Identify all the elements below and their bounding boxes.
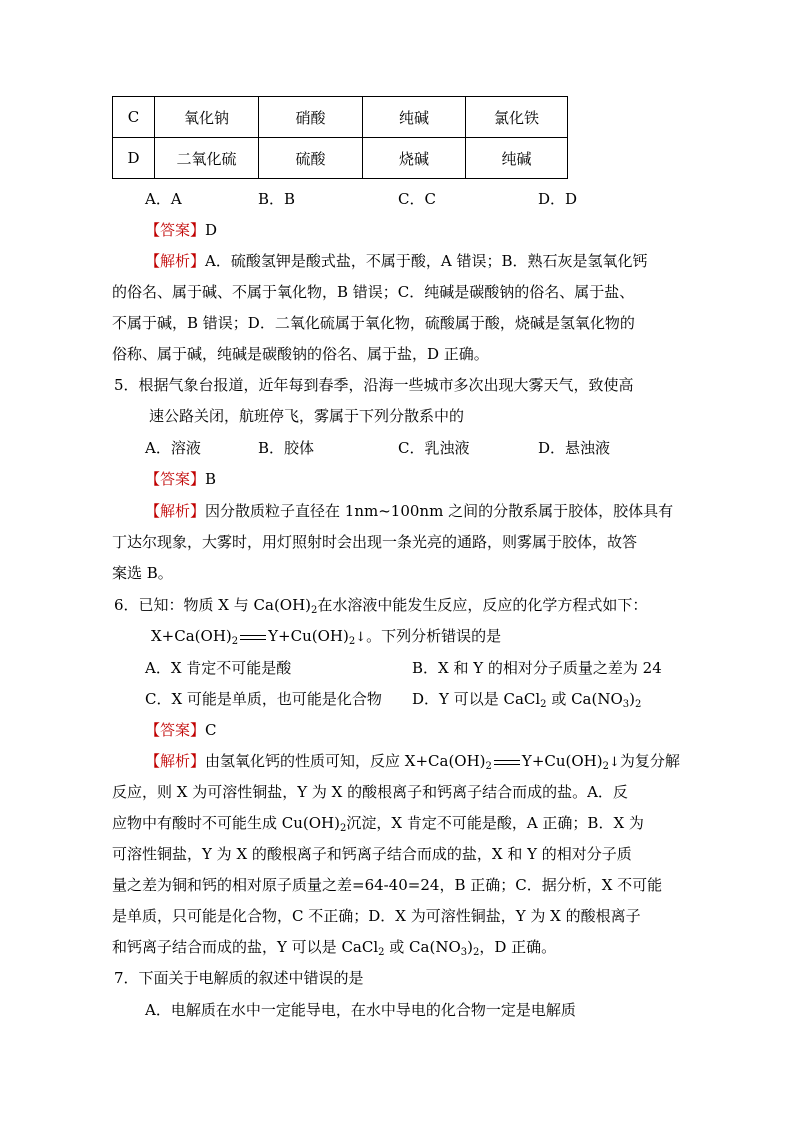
analysis-line: 不属于碱，B 错误；D．二氧化硫属于氧化物，硫酸属于酸，烧碱是氢氧化物的: [112, 314, 635, 332]
analysis-text: A．硫酸氢钾是酸式盐，不属于酸，A 错误；B．熟石灰是氢氧化钙: [205, 252, 648, 270]
analysis-tag: 【解析】: [145, 252, 206, 270]
subscript: 2: [485, 761, 492, 772]
analysis-tag: 【解析】: [145, 752, 206, 770]
table-cell: 氧化钠: [155, 97, 259, 138]
subscript: 3: [622, 699, 630, 710]
option-d: D．D: [538, 190, 578, 208]
subscript: 2: [635, 699, 642, 710]
analysis-line: 丁达尔现象，大雾时，用灯照射时会出现一条光亮的通路，则雾属于胶体，故答: [112, 533, 638, 551]
subscript: 2: [540, 699, 547, 710]
subscript: 3: [460, 947, 468, 958]
answer-value: C: [205, 721, 217, 739]
question-stem: 速公路关闭，航班停飞，雾属于下列分散系中的: [149, 407, 465, 425]
analysis-line: 量之差为铜和钙的相对原子质量之差=64-40=24，B 正确；C．据分析，X 不可能: [112, 876, 663, 894]
subscript: 2: [348, 636, 356, 647]
analysis-line: [145, 250, 647, 271]
answer-tag: 【答案】: [145, 470, 206, 488]
equals-sign: [240, 635, 266, 640]
answer-tag: 【答案】: [145, 221, 206, 239]
analysis-text: 由氢氧化钙的性质可知，反应 X+Ca(OH): [205, 752, 486, 770]
table-cell: 纯碱: [363, 97, 466, 138]
analysis-text: Y+Cu(OH): [521, 752, 603, 770]
analysis-line: [145, 500, 673, 521]
equals-sign: [494, 760, 520, 765]
eq-text: Y+Cu(OH): [268, 627, 349, 645]
option-c: C．C: [398, 190, 436, 208]
analysis-line: 可溶性铜盐，Y 为 X 的酸根离子和钙离子结合而成的盐，X 和 Y 的相对分子质: [112, 845, 632, 863]
subscript: 2: [472, 947, 480, 958]
options-table: [112, 96, 568, 179]
option-c: C．乳浊液: [398, 439, 470, 457]
option-text: ): [629, 690, 636, 708]
subscript: 2: [378, 947, 385, 958]
analysis-line: [145, 750, 680, 772]
question-stem: 7．下面关于电解质的叙述中错误的是: [114, 969, 364, 987]
table-cell: 硝酸: [259, 97, 363, 138]
option-b: B．X 和 Y 的相对分子质量之差为 24: [412, 659, 662, 677]
stem-text: 6．已知：物质 X 与 Ca(OH): [114, 596, 312, 614]
eq-text: X+Ca(OH): [151, 627, 232, 645]
analysis-text: 和钙离子结合而成的盐，Y 可以是 CaCl: [112, 938, 379, 956]
option-d: D．悬浊液: [538, 439, 611, 457]
analysis-line: [112, 936, 556, 958]
option-a: A．电解质在水中一定能导电，在水中导电的化合物一定是电解质: [145, 1001, 576, 1019]
question-stem: [114, 594, 647, 616]
subscript: 2: [340, 823, 347, 834]
analysis-text: 沉淀，X 肯定不可能是酸，A 正确；B．X 为: [346, 814, 644, 832]
option-a: A．溶液: [145, 439, 201, 457]
option-a: A．X 肯定不可能是酸: [145, 659, 292, 677]
q5-answer: [145, 468, 216, 489]
chemical-equation: [151, 625, 501, 647]
subscript: 2: [311, 605, 318, 616]
analysis-text: 因分散质粒子直径在 1nm~100nm 之间的分散系属于胶体，胶体具有: [205, 502, 674, 520]
table-row: [113, 97, 568, 138]
analysis-text: ，D 正确。: [479, 938, 557, 956]
table-cell: 烧碱: [363, 138, 466, 179]
table-cell: 纯碱: [466, 138, 568, 179]
q6-answer: [145, 719, 217, 740]
analysis-text: 为复分解: [619, 752, 680, 770]
option-d: [412, 688, 641, 710]
option-c: C．X 可能是单质，也可能是化合物: [145, 690, 382, 708]
analysis-line: 俗称、属于碱，纯碱是碳酸钠的俗名、属于盐，D 正确。: [112, 345, 489, 363]
analysis-text: 或 Ca(NO: [384, 938, 461, 956]
subscript: 2: [231, 636, 239, 647]
option-text: D．Y 可以是 CaCl: [412, 690, 541, 708]
stem-text: 在水溶液中能发生反应，反应的化学方程式如下：: [317, 596, 648, 614]
option-text: 或 Ca(NO: [546, 690, 623, 708]
answer-value: B: [205, 470, 217, 488]
option-b: B．胶体: [258, 439, 315, 457]
analysis-line: 案选 B。: [112, 564, 173, 582]
subscript: 2: [602, 761, 609, 772]
table-cell: 硫酸: [259, 138, 363, 179]
down-arrow-icon: ↓: [609, 755, 620, 770]
table-cell: D: [113, 138, 155, 179]
eq-text: 。下列分析错误的是: [366, 627, 502, 645]
question-stem: 5．根据气象台报道，近年每到春季，沿海一些城市多次出现大雾天气，致使高: [114, 376, 634, 394]
analysis-line: 的俗名、属于碱、不属于氧化物，B 错误；C．纯碱是碳酸钠的俗名、属于盐、: [112, 283, 635, 301]
option-b: B．B: [258, 190, 296, 208]
down-arrow-icon: ↓: [355, 630, 367, 645]
analysis-tag: 【解析】: [145, 502, 206, 520]
table-row: [113, 138, 568, 179]
q4-answer: [145, 219, 217, 240]
answer-tag: 【答案】: [145, 721, 206, 739]
analysis-line: 是单质，只可能是化合物，C 不正确；D．X 为可溶性铜盐，Y 为 X 的酸根离子: [112, 907, 641, 925]
option-a: A．A: [145, 190, 182, 208]
answer-value: D: [205, 221, 218, 239]
table-cell: 氯化铁: [466, 97, 568, 138]
analysis-text: 应物中有酸时不可能生成 Cu(OH): [112, 814, 340, 832]
table-cell: C: [113, 97, 155, 138]
analysis-line: 反应，则 X 为可溶性铜盐，Y 为 X 的酸根离子和钙离子结合而成的盐。A．反: [112, 783, 628, 801]
table-cell: 二氧化硫: [155, 138, 259, 179]
analysis-line: [112, 812, 644, 834]
analysis-text: ): [467, 938, 473, 956]
